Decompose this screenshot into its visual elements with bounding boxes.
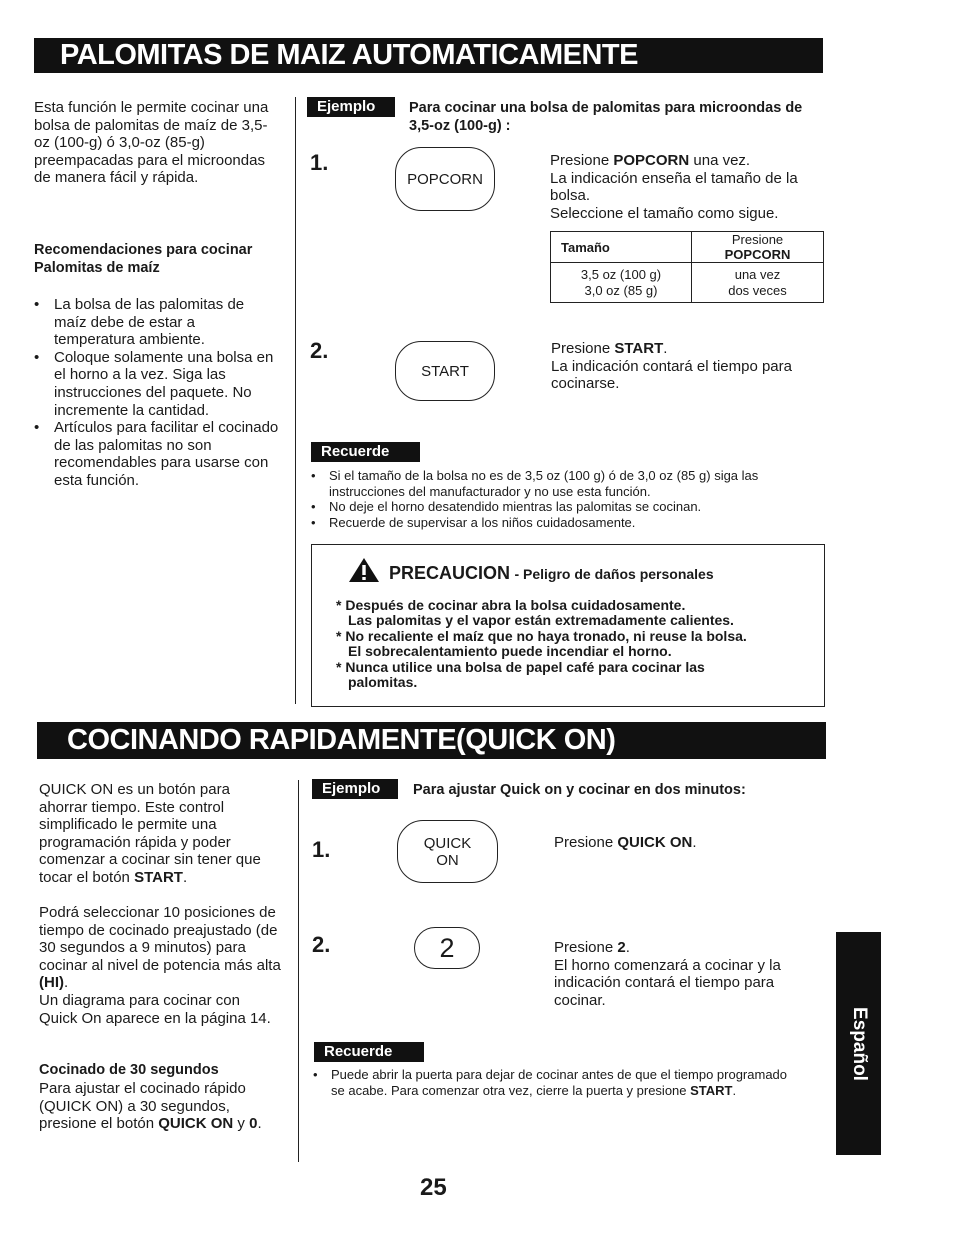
list-item: • Recuerde de supervisar a los niños cuidadosamente. [311,515,811,531]
press-header: Presione POPCORN [692,232,824,263]
caution-item: * Nunca utilice una bolsa de papel café para cocinar las [336,659,705,675]
section-title-popcorn: PALOMITAS DE MAIZ AUTOMATICAMENTE [34,38,823,73]
quick-on-button-label: ON [436,851,459,869]
quick-step2-instructions: Presione 2. El horno comenzará a cocinar y la indicación contará el tiempo para cocinar. [554,939,781,1009]
caution-item: * Después de cocinar abra la bolsa cuidadosamente. [336,597,686,613]
example-heading: Para cocinar una bolsa de palomitas para microondas de 3,5-oz (100-g) : [409,100,803,134]
table-row: 3,5 oz (100 g) 3,0 oz (85 g) una vez dos veces [551,263,824,303]
start-button-label: START [421,362,469,380]
warning-icon [348,557,380,583]
example-tag: Ejemplo [312,779,398,799]
remember-tag: Recuerde [311,442,420,462]
remember-tag: Recuerde [314,1042,424,1062]
page-number: 25 [420,1174,447,1201]
number-2-button[interactable] [414,927,480,969]
section-title-quick-on: COCINANDO RAPIDAMENTE(QUICK ON) [37,722,826,759]
step-number: 2. [310,338,329,363]
size-header: Tamaño [551,232,692,263]
remember-list [313,1067,793,1098]
step1-instructions: Presione POPCORN una vez. La indicación enseña el tamaño de la bolsa. Seleccione el tamaño como sigue. [550,152,798,222]
quick-on-chart-reference: Un diagrama para cocinar con Quick On aparece en la página 14. [39,992,271,1027]
language-tab: Español [836,932,881,1155]
caution-item: El sobrecalentamiento puede incendiar el horno. [348,643,672,659]
step-number: 1. [312,837,331,862]
column-divider [295,97,296,704]
step-number: 1. [310,150,329,175]
start-button[interactable] [395,341,495,401]
thirty-seconds-heading: Cocinado de 30 segundos [39,1062,219,1078]
list-item: • La bolsa de las palomitas de maíz debe de estar a temperatura ambiente. [34,296,279,349]
quick-on-intro: QUICK ON es un botón para ahorrar tiempo. Este control simplificado le permite una programación rápida y poder comenzar a cocinar sin tener que tocar el botón START. [39,781,261,886]
recommendations-heading: Recomendaciones para cocinar Palomitas de maíz [34,242,253,276]
example-tag: Ejemplo [307,97,395,117]
thirty-seconds-text: Para ajustar el cocinado rápido (QUICK ON) a 30 segundos, presione el botón QUICK ON y 0. [39,1080,262,1133]
quick-on-button-label: QUICK [423,834,472,852]
list-item: • Coloque solamente una bolsa en el horno a la vez. Siga las instrucciones del paquete. No incremente la cantidad. [34,349,279,419]
caution-item: Las palomitas y el vapor están extremadamente calientes. [348,612,734,628]
step2-instructions: Presione START. La indicación contará el tiempo para cocinarse. [551,340,792,393]
list-item: • Puede abrir la puerta para dejar de cocinar antes de que el tiempo programado se acabe. Para comenzar otra vez, cierre la puerta y presione START. [313,1067,793,1098]
number-2-button-label: 2 [439,932,455,963]
popcorn-button[interactable] [395,147,495,211]
quick-on-presets: Podrá seleccionar 10 posiciones de tiempo de cocinado preajustado (de 30 segundos a 9 minutos) para cocinar al nivel de potencia más alta (HI). [39,904,281,992]
popcorn-button-label: POPCORN [407,170,483,188]
popcorn-intro: Esta función le permite cocinar una bolsa de palomitas de maíz de 3,5-oz (100-g) ó 3,0-oz (85-g) preempacadas para el microondas de manera fácil y rápida. [34,99,269,187]
recommendations-list [34,296,279,490]
list-item: • No deje el horno desatendido mientras las palomitas se cocinan. [311,499,811,515]
caution-item: * No recaliente el maíz que no haya tronado, ni reuse la bolsa. [336,628,747,644]
caution-item: palomitas. [348,674,418,690]
quick-on-button[interactable] [397,820,498,883]
caution-heading: PRECAUCION - Peligro de daños personales [389,563,714,583]
column-divider [298,780,299,1162]
remember-list [311,468,811,530]
quick-step1-instructions: Presione QUICK ON. [554,834,697,851]
list-item: • Artículos para facilitar el cocinado de las palomitas no son recomendables para usarse con esta función. [34,419,279,489]
size-table [550,231,824,303]
example-heading: Para ajustar Quick on y cocinar en dos minutos: [413,782,746,798]
step-number: 2. [312,932,331,957]
list-item: • Si el tamaño de la bolsa no es de 3,5 oz (100 g) ó de 3,0 oz (85 g) siga las instrucciones del manufacturador y no use esta función. [311,468,811,499]
